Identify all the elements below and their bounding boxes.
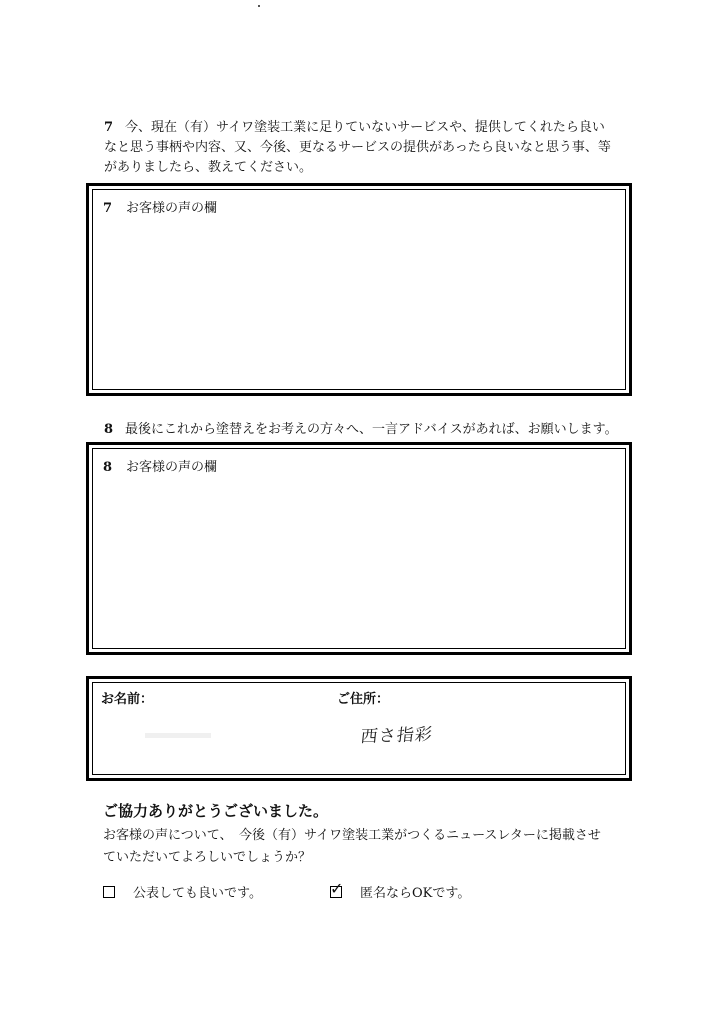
- option-anonymous-label: 匿名ならOKです。: [360, 886, 471, 901]
- answer-box-7-inner: [92, 189, 626, 390]
- question-7-line-3: がありましたら、教えてください。: [104, 160, 313, 175]
- answer-box-7-label: 7 お客様の声の欄: [103, 201, 218, 216]
- permission-question: [103, 825, 643, 869]
- answer-box-8-inner: [92, 448, 626, 649]
- name-field-redacted[interactable]: [145, 733, 211, 738]
- question-7-line-1: 7 今、現在（有）サイワ塗装工業に足りていないサービスや、提供してくれたら良い: [104, 120, 605, 135]
- address-handwritten-value[interactable]: 西さ指彩: [359, 724, 434, 748]
- option-anonymous[interactable]: [330, 878, 471, 901]
- answer-box-8[interactable]: [86, 442, 632, 655]
- question-8-number: 8: [104, 422, 114, 437]
- contact-box-inner: [92, 682, 626, 775]
- option-public-label: 公表しても良いです。: [133, 886, 262, 901]
- address-label: ご住所：: [337, 692, 390, 707]
- answer-box-8-label: 8 お客様の声の欄: [103, 460, 218, 475]
- answer-box-7[interactable]: [86, 183, 632, 396]
- checkbox-anonymous[interactable]: [330, 878, 344, 898]
- question-7-number: 7: [104, 120, 114, 135]
- contact-box: [86, 676, 632, 781]
- question-8-text: 8 最後にこれから塗替えをお考えの方々へ、一言アドバイスがあれば、お願いします。: [104, 422, 618, 437]
- question-7-text: [104, 118, 624, 178]
- name-label: お名前：: [101, 692, 154, 707]
- option-public[interactable]: [103, 882, 262, 901]
- thanks-heading: ご協力ありがとうございました。: [103, 802, 329, 820]
- scan-speck: [258, 5, 260, 7]
- permission-line-2: ていただいてよろしいでしょうか？: [103, 850, 312, 865]
- checkbox-public[interactable]: [103, 886, 115, 898]
- question-7-line-2: なと思う事柄や内容、又、今後、更なるサービスの提供があったら良いなと思う事、等: [104, 140, 611, 155]
- checkmark-icon: ✓: [330, 878, 344, 898]
- permission-line-1: お客様の声について、 今後（有）サイワ塗装工業がつくるニュースレターに掲載させ: [103, 828, 601, 843]
